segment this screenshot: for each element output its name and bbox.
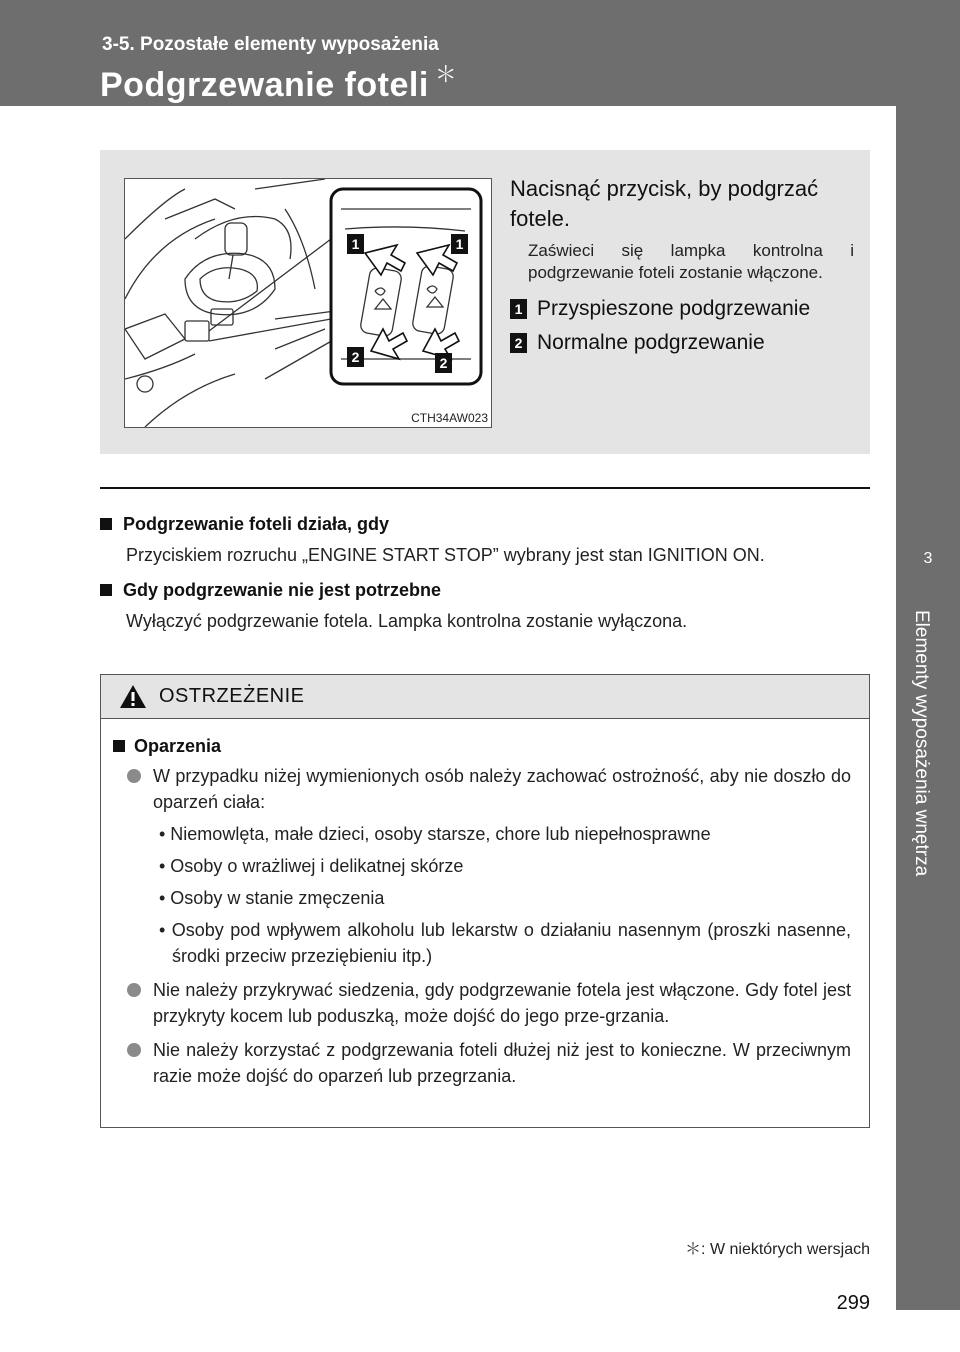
warning-item-3 <box>113 1037 851 1089</box>
warning-body <box>101 719 869 1089</box>
chapter-side-tab <box>896 106 960 1310</box>
warning-bullet-3: • Osoby w stanie zmęczenia <box>159 888 385 908</box>
info-heading-1-text: Podgrzewanie foteli działa, gdy <box>123 514 390 534</box>
warning-item-2 <box>113 977 851 1029</box>
svg-text:1: 1 <box>455 236 464 252</box>
info-paragraph-2: Wyłączyć podgrzewanie fotela. Lampka kontrolna zostanie wyłączona. <box>126 611 688 631</box>
chapter-label: Elementy wyposażenia wnętrza <box>911 610 932 877</box>
warning-item-1-text: W przypadku niżej wymienionych osób należy zachować ostrożność, aby nie doszło do oparzeń ciała: <box>153 766 851 812</box>
page-header <box>0 0 960 106</box>
warning-title: OSTRZEŻENIE <box>159 685 305 707</box>
section-label: 3-5. Pozostałe elementy wyposażenia <box>102 34 439 55</box>
legend-item-1 <box>510 294 854 324</box>
warning-heading <box>113 733 851 759</box>
warning-item-1 <box>113 763 851 815</box>
square-bullet-icon <box>100 584 112 596</box>
warning-bullet-2: • Osoby o wrażliwej i delikatnej skórze <box>159 856 464 876</box>
figure-lead-text: Nacisnąć przycisk, by podgrzać fotele. <box>510 176 819 231</box>
warning-header <box>101 675 869 719</box>
square-bullet-icon <box>113 740 125 752</box>
square-bullet-icon <box>100 518 112 530</box>
badge-1-left <box>347 234 364 254</box>
legend-item-2 <box>510 328 854 358</box>
legend-badge-2: 2 <box>510 333 527 353</box>
footnote: ＊: W niektórych wersjach <box>685 1241 870 1258</box>
info-heading-2-text: Gdy podgrzewanie nie jest potrzebne <box>123 580 442 600</box>
svg-text:1: 1 <box>351 236 360 252</box>
figure-code: CTH34AW023 <box>411 411 488 425</box>
warning-heading-text: Oparzenia <box>134 736 222 756</box>
svg-text:2: 2 <box>439 355 448 371</box>
circle-bullet-icon <box>127 769 141 783</box>
circle-bullet-icon <box>127 1043 141 1057</box>
legend-badge-1: 1 <box>510 299 527 319</box>
console-drawing <box>125 179 491 427</box>
info-heading-2 <box>100 578 870 602</box>
page-number: 299 <box>836 1292 870 1314</box>
badge-1-right <box>451 234 468 254</box>
seat-heater-illustration <box>124 178 492 428</box>
figure-caption <box>510 174 854 358</box>
circle-bullet-icon <box>127 983 141 997</box>
page-title <box>100 58 457 105</box>
legend-label-1: Przyspieszone podgrzewanie <box>537 297 811 320</box>
page-title-text: Podgrzewanie foteli <box>100 66 429 104</box>
warning-item-3-text: Nie należy korzystać z podgrzewania foteli dłużej niż jest to konieczne. W przeciwnym razie może dojść do oparzeń lub przegrzania. <box>153 1040 851 1086</box>
warning-box <box>100 674 870 1128</box>
figure-box <box>100 150 870 454</box>
badge-2-right <box>435 353 452 373</box>
asterisk-mark: ＊ <box>434 62 458 87</box>
chapter-number: 3 <box>923 550 933 567</box>
warning-item-2-text: Nie należy przykrywać siedzenia, gdy podgrzewanie fotela jest włączone. Gdy fotel jest przykryty kocem lub poduszką, może dojść do jego prze-grzania. <box>153 980 851 1026</box>
warning-bullet-4: • Osoby pod wpływem alkoholu lub lekarstw o działaniu nasennym (proszki nasenne, środki przeciw przeziębieniu itp.) <box>159 920 851 966</box>
section-divider <box>100 487 870 489</box>
legend-label-2: Normalne podgrzewanie <box>537 331 765 354</box>
warning-bullet-1: • Niemowlęta, małe dzieci, osoby starsze, chore lub niepełnosprawne <box>159 824 711 844</box>
figure-sub-text: Zaświeci się lampka kontrolna i podgrzewanie foteli zostanie włączone. <box>528 241 854 282</box>
badge-2-left <box>347 347 364 367</box>
info-heading-1 <box>100 512 870 536</box>
svg-text:2: 2 <box>351 349 360 365</box>
info-section <box>100 512 870 644</box>
info-paragraph-1: Przyciskiem rozruchu „ENGINE START STOP” wybrany jest stan IGNITION ON. <box>126 545 765 565</box>
warning-triangle-icon <box>119 684 147 709</box>
